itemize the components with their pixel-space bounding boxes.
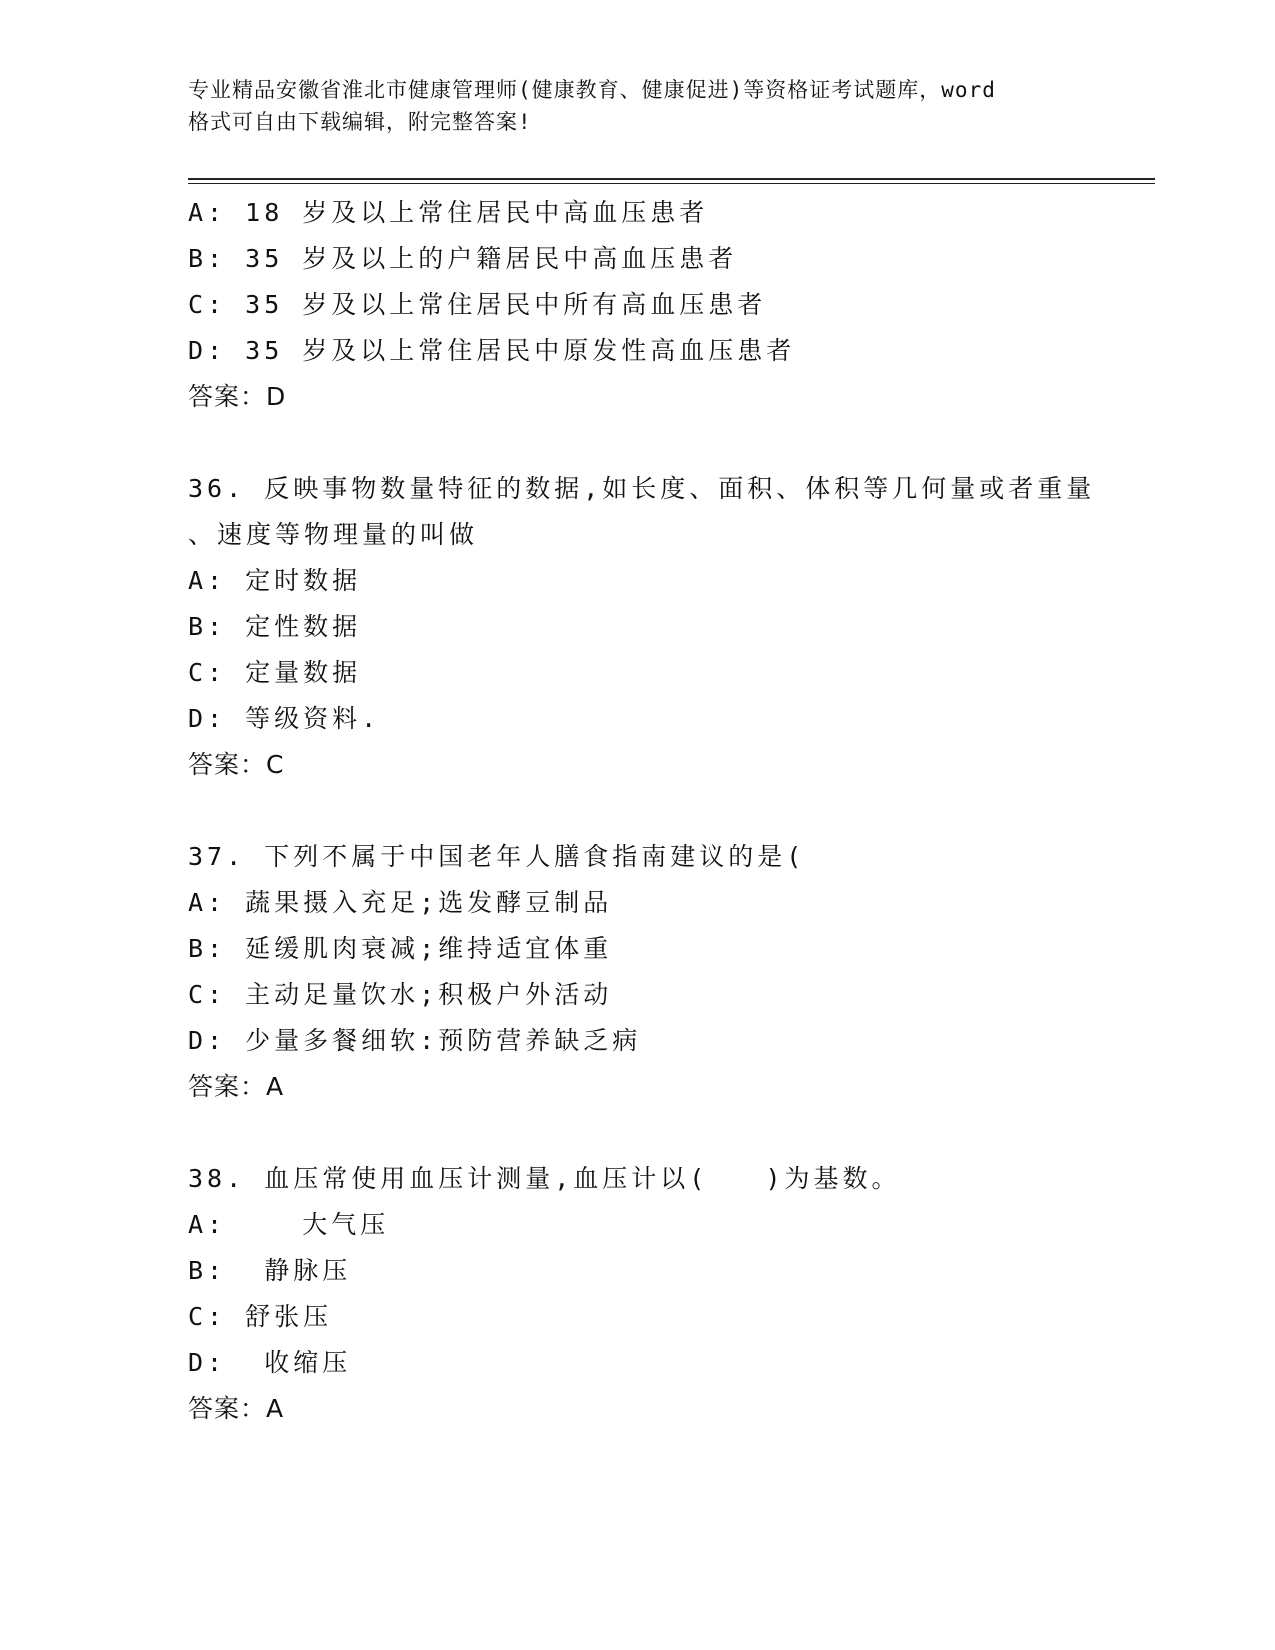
option-d: D: 少量多餐细软:预防营养缺乏病 [188,1026,642,1055]
question-stem-continued: 、速度等物理量的叫做 [188,520,479,549]
question-list [188,190,1148,1432]
option-b: B: 35 岁及以上的户籍居民中高血压患者 [188,244,738,273]
header-line-1: 专业精品安徽省淮北市健康管理师(健康教育、健康促进)等资格证考试题库，word [188,78,996,102]
option-a: A: 大气压 [188,1210,390,1239]
question-stem: 36. 反映事物数量特征的数据,如长度、面积、体积等几何量或者重量 [188,474,1096,503]
option-b: B: 定性数据 [188,612,362,641]
answer-line: 答案：A [188,1072,285,1101]
answer-line: 答案：A [188,1394,285,1423]
option-c: C: 35 岁及以上常住居民中所有高血压患者 [188,290,767,319]
question-38 [188,1156,1148,1432]
option-a: A: 定时数据 [188,566,362,595]
spacer [188,788,1148,834]
header-rule-thin [188,183,1155,184]
option-a: A: 蔬果摄入充足;选发酵豆制品 [188,888,613,917]
spacer [188,1110,1148,1156]
question-stem: 38. 血压常使用血压计测量,血压计以( )为基数。 [188,1164,901,1193]
header-rule-thick [188,178,1155,180]
spacer [188,420,1148,466]
option-d: D: 收缩压 [188,1348,352,1377]
option-c: C: 主动足量饮水;积极户外活动 [188,980,613,1009]
question-stem: 37. 下列不属于中国老年人膳食指南建议的是( [188,842,806,871]
header-line-2: 格式可自由下载编辑，附完整答案! [188,110,532,134]
option-a: A: 18 岁及以上常住居民中高血压患者 [188,198,709,227]
option-c: C: 舒张压 [188,1302,333,1331]
answer-line: 答案：C [188,750,285,779]
option-d: D: 等级资料. [188,704,381,733]
option-b: B: 静脉压 [188,1256,352,1285]
option-c: C: 定量数据 [188,658,362,687]
question-35 [188,190,1148,420]
question-36 [188,466,1148,788]
document-header [188,74,1088,138]
option-b: B: 延缓肌肉衰减;维持适宜体重 [188,934,613,963]
question-37 [188,834,1148,1110]
answer-line: 答案：D [188,382,287,411]
option-d: D: 35 岁及以上常住居民中原发性高血压患者 [188,336,796,365]
